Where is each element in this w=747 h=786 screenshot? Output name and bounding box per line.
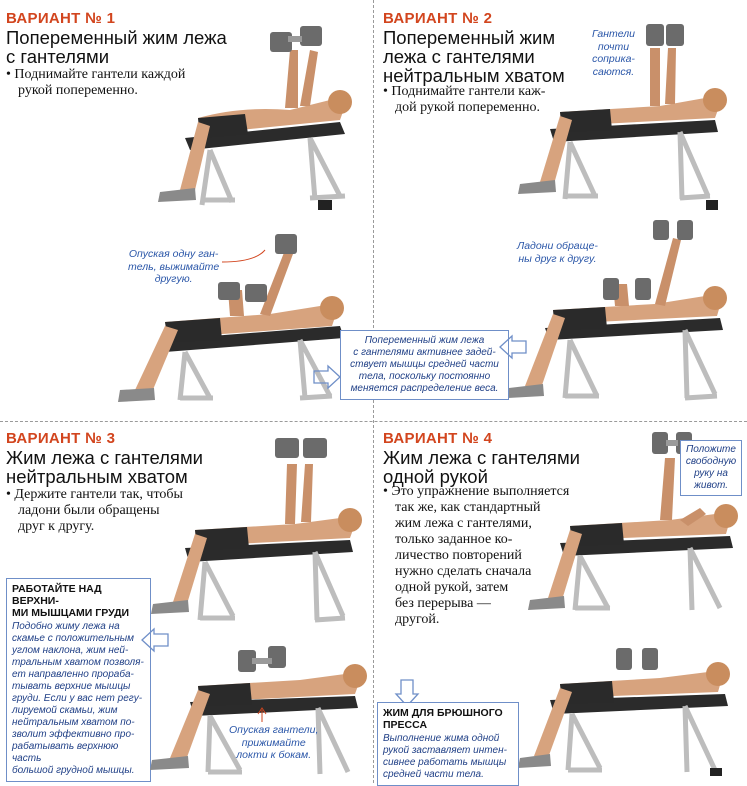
bullet-line: • Держите гантели так, чтобы: [6, 487, 183, 502]
note-line: прижимайте: [241, 736, 306, 749]
sidebar-body: [383, 733, 513, 781]
note-line: Попеременный жим лежа: [364, 335, 485, 346]
bench-icon: [550, 694, 728, 776]
sidebar-line: скамье с положительным: [12, 633, 134, 644]
variant-4-sidebar: [377, 702, 519, 786]
note-line: саются.: [592, 65, 635, 78]
bullet-line: без перерыва —: [395, 596, 491, 611]
title-line: нейтральным хватом: [6, 466, 188, 487]
bullet-line: одной рукой, затем: [395, 580, 509, 595]
sidebar-line: сивнее работать мышцы: [383, 757, 507, 768]
sidebar-line: тывать верхние мышцы: [12, 681, 131, 692]
sidebar-line: рабатывать верхнюю часть: [12, 741, 119, 764]
sidebar-heading: ПРЕССА: [383, 719, 428, 731]
note-line: меняется распределение веса.: [350, 383, 499, 394]
bullet-line: личество повторений: [395, 548, 522, 563]
note-line: тела, поскольку постоянно: [358, 371, 491, 382]
variant-3-label: ВАРИАНТ № 3: [6, 430, 116, 447]
sidebar-line: зволит эффективно про-: [12, 729, 135, 740]
sidebar-line: ет направленно прораба-: [12, 669, 134, 680]
variant-1-label: ВАРИАНТ № 1: [6, 10, 116, 27]
variant-4-label: ВАРИАНТ № 4: [383, 430, 493, 447]
title-line: Попеременный жим: [383, 27, 556, 48]
bullet-line: так же, как стандартный: [395, 500, 541, 515]
note-line: тель, выжимайте: [128, 260, 220, 273]
bullet-line: • Это упражнение выполняется: [383, 484, 570, 499]
sidebar-line: Выполнение жима одной: [383, 733, 500, 744]
bullet-line: ладони были обращены: [18, 503, 160, 518]
note-line: руку на: [694, 468, 728, 479]
sidebar-line: средней части тела.: [383, 769, 484, 780]
note-line: локти к бокам.: [236, 749, 312, 761]
sidebar-line: рукой заставляет интен-: [383, 745, 507, 756]
sidebar-heading: МИ МЫШЦАМИ ГРУДИ: [12, 607, 130, 619]
note-line: с гантелями активнее задей-: [353, 347, 496, 358]
bullet-line: другой.: [395, 612, 440, 627]
note-line: ствует мышцы средней части: [350, 359, 499, 370]
sidebar-line: Подобно жиму лежа на: [12, 621, 120, 632]
bullet-line: только заданное ко-: [395, 532, 513, 547]
bench-press-figure-4b: [520, 630, 740, 780]
sidebar-heading: ЖИМ ДЛЯ БРЮШНОГО: [383, 707, 503, 719]
sidebar-heading: РАБОТАЙТЕ НАД ВЕРХНИ-: [12, 583, 102, 607]
sidebar-line: углом наклона, жим ней-: [12, 645, 129, 656]
note-line: почти: [597, 40, 630, 53]
bullet-line: нужно сделать сначала: [395, 564, 532, 579]
bullet-line: • Поднимайте гантели каждой: [6, 67, 186, 82]
note-line: ны друг к другу.: [518, 252, 597, 265]
sidebar-line: тральным хватом позволя-: [12, 657, 144, 668]
note-line: другую.: [154, 273, 193, 285]
note-line: Положите: [686, 444, 736, 455]
note-line: Гантели: [592, 28, 635, 40]
variant-2-label: ВАРИАНТ № 2: [383, 10, 493, 27]
title-line: с гантелями: [6, 46, 110, 67]
bullet-line: • Поднимайте гантели каж-: [383, 84, 546, 99]
sidebar-line: лируемой скамьи, жим: [12, 705, 118, 716]
sidebar-line: груди. Если у вас нет регу-: [12, 693, 143, 704]
title-line: лежа с гантелями: [383, 46, 535, 67]
bullet-line: рукой попеременно.: [18, 83, 138, 98]
dumbbell-icon: [616, 648, 658, 670]
note-line: соприка-: [592, 53, 635, 65]
note-line: свободную: [685, 456, 737, 467]
note-line: Опуская одну ган-: [128, 248, 219, 260]
athlete-icon: [518, 662, 730, 768]
title-line: одной рукой: [383, 466, 488, 487]
title-line: Попеременный жим лежа: [6, 27, 227, 48]
note-line: Ладони обраще-: [517, 240, 598, 252]
note-line: Опуская гантели,: [229, 724, 319, 736]
title-line: Жим лежа с гантелями: [383, 447, 580, 468]
bullet-line: дой рукой попеременно.: [395, 100, 540, 115]
sidebar-line: нейтральным хватом по-: [12, 717, 135, 728]
sidebar-line: большой грудной мышцы.: [12, 765, 135, 776]
bullet-line: жим лежа с гантелями,: [395, 516, 532, 531]
variant-4-note: [680, 440, 742, 496]
bench-icon: [560, 536, 733, 610]
title-line: Жим лежа с гантелями: [6, 447, 203, 468]
title-line: нейтральным хватом: [383, 65, 565, 86]
note-line: живот.: [694, 480, 728, 491]
bullet-line: друг к другу.: [18, 519, 95, 534]
